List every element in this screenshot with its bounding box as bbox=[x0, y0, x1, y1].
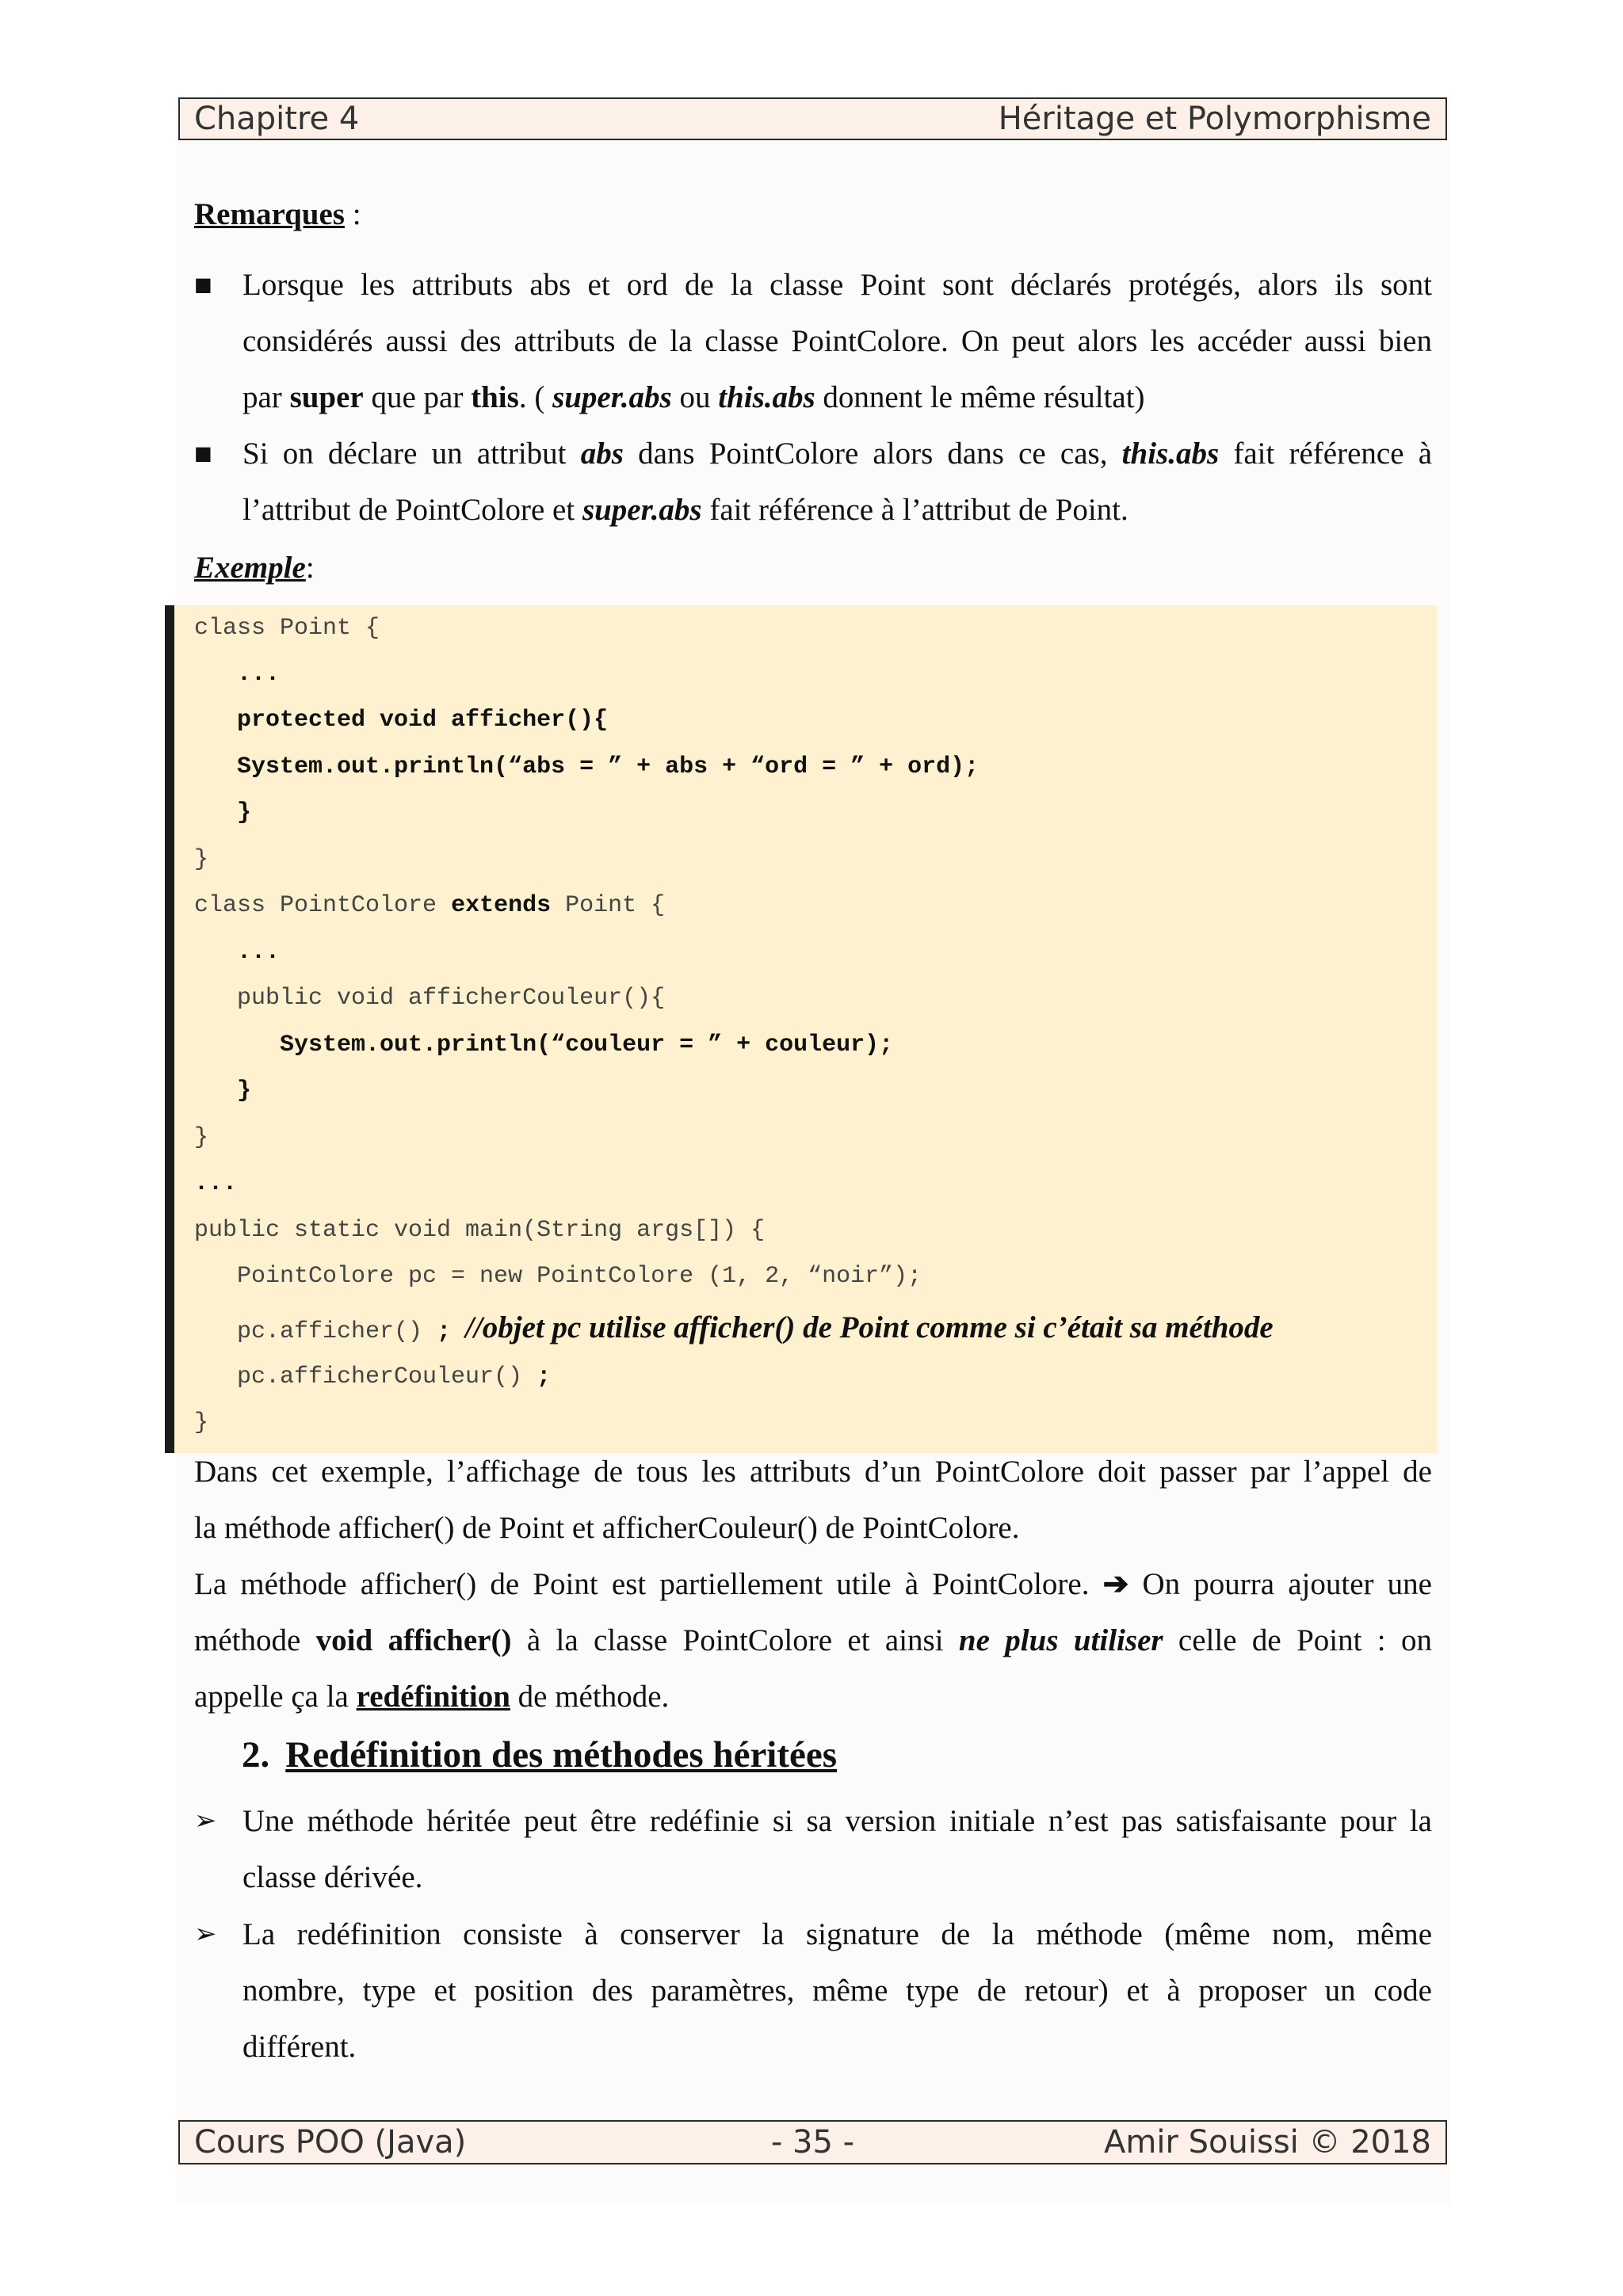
exemple-heading: Exemple: bbox=[194, 551, 315, 585]
paragraph: Dans cet exemple, l’affichage de tous les attributs d’un PointColore doit passer par l’appel de la méthode afficher() de Point et afficherCouleur() de PointColore. bbox=[194, 1455, 1432, 1545]
chapter-label: Chapitre 4 bbox=[194, 101, 360, 137]
code-line: class PointColore extends Point { bbox=[194, 892, 666, 919]
code-line: public static void main(String args[]) { bbox=[194, 1217, 766, 1244]
square-bullet-icon: ■ bbox=[194, 442, 212, 464]
page-header bbox=[178, 97, 1447, 140]
code-line: } bbox=[194, 846, 209, 873]
arrowhead-bullet-icon: ➢ bbox=[194, 1805, 217, 1836]
code-line: ... bbox=[194, 1170, 238, 1197]
code-line: } bbox=[194, 799, 252, 826]
remarques-heading: Remarques : bbox=[194, 197, 361, 231]
page-number: - 35 - bbox=[770, 2124, 855, 2161]
footer-course: Cours POO (Java) bbox=[194, 2124, 467, 2161]
code-block-rule bbox=[165, 605, 174, 1453]
footer-author: Amir Souissi © 2018 bbox=[1104, 2124, 1431, 2161]
code-line: } bbox=[194, 1077, 252, 1104]
section-heading: 2. Redéfinition des méthodes héritées bbox=[242, 1734, 838, 1775]
code-line: protected void afficher(){ bbox=[194, 707, 609, 734]
arrowhead-bullet-icon: ➢ bbox=[194, 1918, 217, 1950]
code-line: System.out.println(“abs = ” + abs + “ord = ” + ord); bbox=[194, 753, 980, 780]
bullet-item: ■ Lorsque les attributs abs et ord de la classe Point sont déclarés protégés, alors ils sont considérés aussi des attributs de la classe PointColore. On peut alors les accéder aussi bien par super que par this. ( super.abs ou this.abs donnent le même résultat) bbox=[194, 257, 1432, 425]
code-line: pc.afficher() ; //objet pc utilise afficher() de Point comme si c’était sa méthode bbox=[194, 1310, 1274, 1345]
code-line: ... bbox=[194, 939, 281, 966]
code-line: pc.afficherCouleur() ; bbox=[194, 1363, 552, 1390]
code-block bbox=[165, 605, 1437, 1453]
code-comment: //objet pc utilise afficher() de Point comme si c’était sa méthode bbox=[465, 1310, 1274, 1344]
page-footer bbox=[178, 2120, 1447, 2164]
bullet-item: ➢ La redéfinition consiste à conserver la signature de la méthode (même nom, même nombre, type et position des paramètres, même type de retour) et à proposer un code différent. bbox=[194, 1906, 1432, 2075]
square-bullet-icon: ■ bbox=[194, 273, 212, 296]
chapter-title: Héritage et Polymorphisme bbox=[998, 101, 1431, 137]
code-line: } bbox=[194, 1409, 209, 1436]
paragraph: La méthode afficher() de Point est partiellement utile à PointColore. ➔ On pourra ajouter une méthode void afficher() à la classe PointColore et ainsi ne plus utiliser celle de Point : on appelle ça la redéfinition de méthode. bbox=[194, 1567, 1433, 1714]
code-line: } bbox=[194, 1124, 209, 1151]
code-line: public void afficherCouleur(){ bbox=[194, 985, 666, 1012]
code-line: System.out.println(“couleur = ” + couleur); bbox=[194, 1032, 894, 1058]
bullet-item: ➢ Une méthode héritée peut être redéfinie si sa version initiale n’est pas satisfaisante pour la classe dérivée. bbox=[194, 1793, 1432, 1905]
code-line: PointColore pc = new PointColore (1, 2, “noir”); bbox=[194, 1263, 922, 1290]
bullet-item: ■ Si on déclare un attribut abs dans PointColore alors dans ce cas, this.abs fait référence à l’attribut de PointColore et super.abs fait référence à l’attribut de Point. bbox=[194, 425, 1432, 538]
code-line: ... bbox=[194, 661, 281, 688]
code-line: class Point { bbox=[194, 615, 380, 642]
right-arrow-icon: ➔ bbox=[1102, 1567, 1129, 1601]
